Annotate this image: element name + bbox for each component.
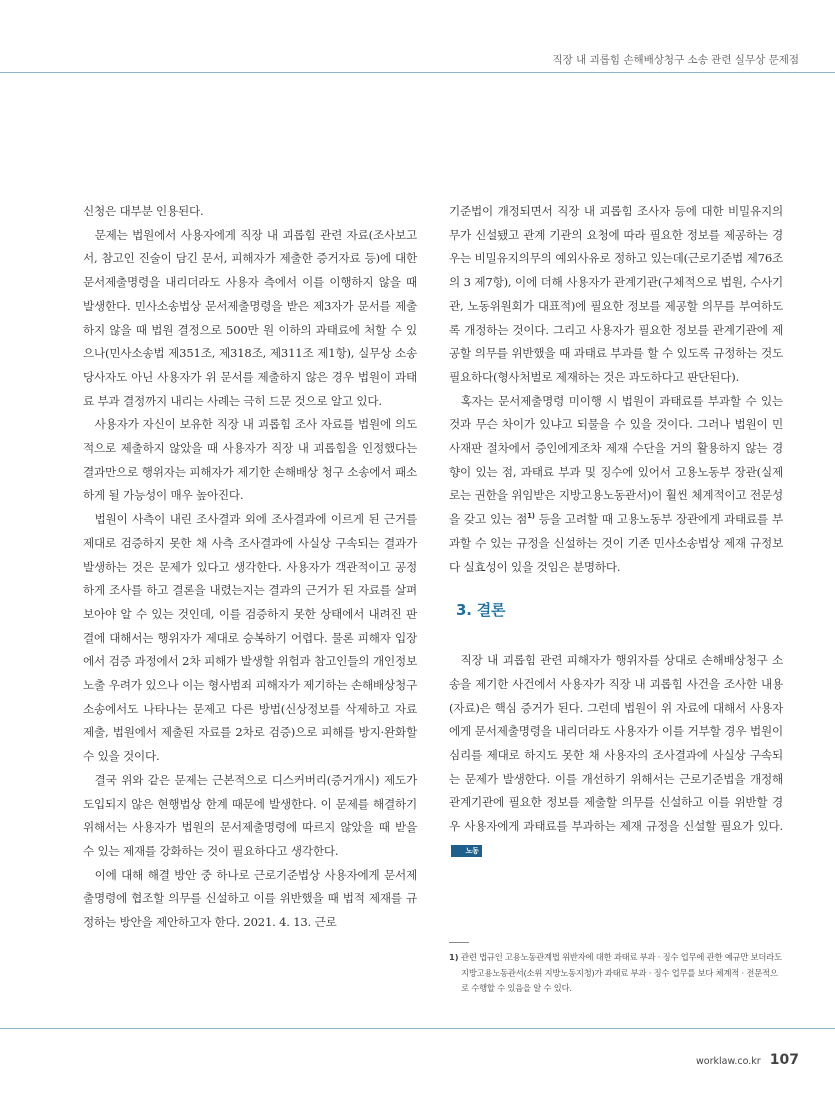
header-rule	[0, 72, 835, 73]
conclusion-text: 직장 내 괴롭힘 관련 피해자가 행위자를 상대로 손해배상청구 소송을 제기한 사건에서 사용자가 직장 내 괴롭힘 사건을 조사한 내용(자료)은 핵심 증거가 된다. 그런데 법원이 위 자료에 대해서 사용자에게 문서제출명령을 내리더라도 사용자가 이를 거부할 경우 법원이 심리를 제대로 하지도 못한 채 사용자의 조사결과에 사실상 구속되는 문제가 발생한다. 이를 개선하기 위해서는 근로기준법을 개정해 관계기관에 필요한 정보를 제출할 의무를 신설하고 이를 위반할 경우 사용자에게 과태료를 부과하는 제재 규정을 신설할 필요가 있다.	[449, 653, 783, 834]
page-footer	[696, 1049, 799, 1068]
footnote-reference[interactable]: 1)	[527, 512, 535, 521]
paragraph	[449, 390, 783, 580]
paragraph: 신청은 대부분 인용된다.	[83, 204, 204, 218]
footnote-number: 1)	[449, 952, 459, 962]
left-column	[83, 200, 417, 935]
conclusion-paragraph	[449, 649, 783, 862]
footnote	[449, 950, 785, 997]
paragraph: 결국 위와 같은 문제는 근본적으로 디스커버리(증거개시) 제도가 도입되지 않은 현행법상 한계 때문에 발생한다. 이 문제를 해결하기 위해서는 사용자가 법원의 문서제출명령에 따르지 않았을 때 받을 수 있는 제재를 강화하는 것이 필요하다고 생각한다.	[83, 772, 417, 858]
footnote-rule	[449, 942, 469, 943]
running-title: 직장 내 괴롭힘 손해배상청구 소송 관련 실무상 문제점	[552, 54, 799, 66]
page-number: 107	[769, 1052, 799, 1068]
paragraph-text: 혹자는 문서제출명령 미이행 시 법원이 과태료를 부과할 수 있는 것과 무슨 차이가 있냐고 되물을 수 있을 것이다. 그러나 법원이 민사재판 절차에서 증인에게조차 제재 수단을 거의 활용하지 않는 경향이 있는 점, 과태료 부과 및 징수에 있어서 고용노동부 장관(실제로는 권한을 위임받은 지방고용노동관서)이 훨씬 체계적이고 전문성을 갖고 있는 점	[449, 393, 783, 527]
footer-rule	[0, 1028, 835, 1029]
paragraph: 사용자가 자신이 보유한 직장 내 괴롭힘 조사 자료를 법원에 의도적으로 제출하지 않았을 때 사용자가 직장 내 괴롭힘을 인정했다는 결과만으로 행위자는 피해자가 제기한 손해배상 청구 소송에서 패소하게 될 가능성이 매우 높아진다.	[83, 417, 417, 503]
paragraph: 문제는 법원에서 사용자에게 직장 내 괴롭힘 관련 자료(조사보고서, 참고인 진술이 담긴 문서, 피해자가 제출한 증거자료 등)에 대한 문서제출명령을 내리더라도 사용자 측에서 이를 이행하지 않을 때 발생한다. 민사소송법상 문서제출명령을 받은 제3자가 문서를 제출하지 않을 때 법원 결정으로 500만 원 이하의 과태료에 처할 수 있으나(민사소송법 제351조, 제318조, 제311조 제1항), 실무상 소송 당사자도 아닌 사용자가 위 문서를 제출하지 않은 경우 법원이 과태료 부과 결정까지 내리는 사례는 극히 드문 것으로 알고 있다.	[83, 227, 417, 408]
paragraph: 이에 대해 해결 방안 중 하나로 근로기준법상 사용자에게 문서제출명령에 협조할 의무를 신설하고 이를 위반했을 때 법적 제재를 규정하는 방안을 제안하고자 한다. 2021. 4. 13. 근로	[83, 867, 417, 930]
end-mark-badge: 노동	[451, 845, 482, 857]
paragraph-text: 등을 고려할 때 고용노동부 장관에게 과태료를 부과할 수 있는 규정을 신설하는 것이 기존 민사소송법상 제재 규정보다 실효성이 있을 것임은 분명하다.	[449, 512, 783, 574]
paragraph: 법원이 사측이 내린 조사결과 외에 조사결과에 이르게 된 근거를 제대로 검증하지 못한 채 사측 조사결과에 사실상 구속되는 결과가 발생하는 것은 문제가 있다고 생각한다. 사용자가 객관적이고 공정하게 조사를 하고 결론을 내렸는지는 결과의 근거가 된 자료를 살펴보아야 알 수 있는 것인데, 이를 검증하지 못한 상태에서 내려진 판결에 대해서는 행위자가 제대로 승복하기 어렵다. 물론 피해자 입장에서 검증 과정에서 2차 피해가 발생할 위험과 참고인들의 개인정보 노출 우려가 있으나 이는 형사범죄 피해자가 제기하는 손해배상청구 소송에서도 나타나는 문제고 다른 방법(신상정보를 삭제하고 자료 제출, 법원에서 제출된 자료를 2차로 검증)으로 피해를 방지·완화할 수 있을 것이다.	[83, 512, 417, 764]
site-url[interactable]: worklaw.co.kr	[696, 1056, 761, 1067]
section-title: 3. 결론	[456, 601, 506, 620]
footnote-text: 관련 법규인 고용노동관계법 위반자에 대한 과태료 부과 · 징수 업무에 관한 예규만 보더라도 지방고용노동관서(소위 지방노동지청)가 과태료 부과 · 징수 업무를 보다 체계적 · 전문적으로 수행할 수 있음을 알 수 있다.	[461, 952, 782, 993]
right-column	[449, 200, 783, 863]
paragraph: 기준법이 개정되면서 직장 내 괴롭힘 조사자 등에 대한 비밀유지의무가 신설됐고 관계 기관의 요청에 따라 필요한 정보를 제공하는 경우는 비밀유지의무의 예외사유로 정하고 있는데(근로기준법 제76조의 3 제7항), 이에 더해 사용자가 관계기관(구체적으로 법원, 수사기관, 노동위원회가 대표적)에 필요한 정보를 제공할 의무를 부여하도록 개정하는 것이다. 그리고 사용자가 필요한 정보를 관계기관에 제공할 의무를 위반했을 때 과태료 부과를 할 수 있도록 규정하는 것도 필요하다(형사처벌로 제재하는 것은 과도하다고 판단된다).	[449, 204, 783, 384]
